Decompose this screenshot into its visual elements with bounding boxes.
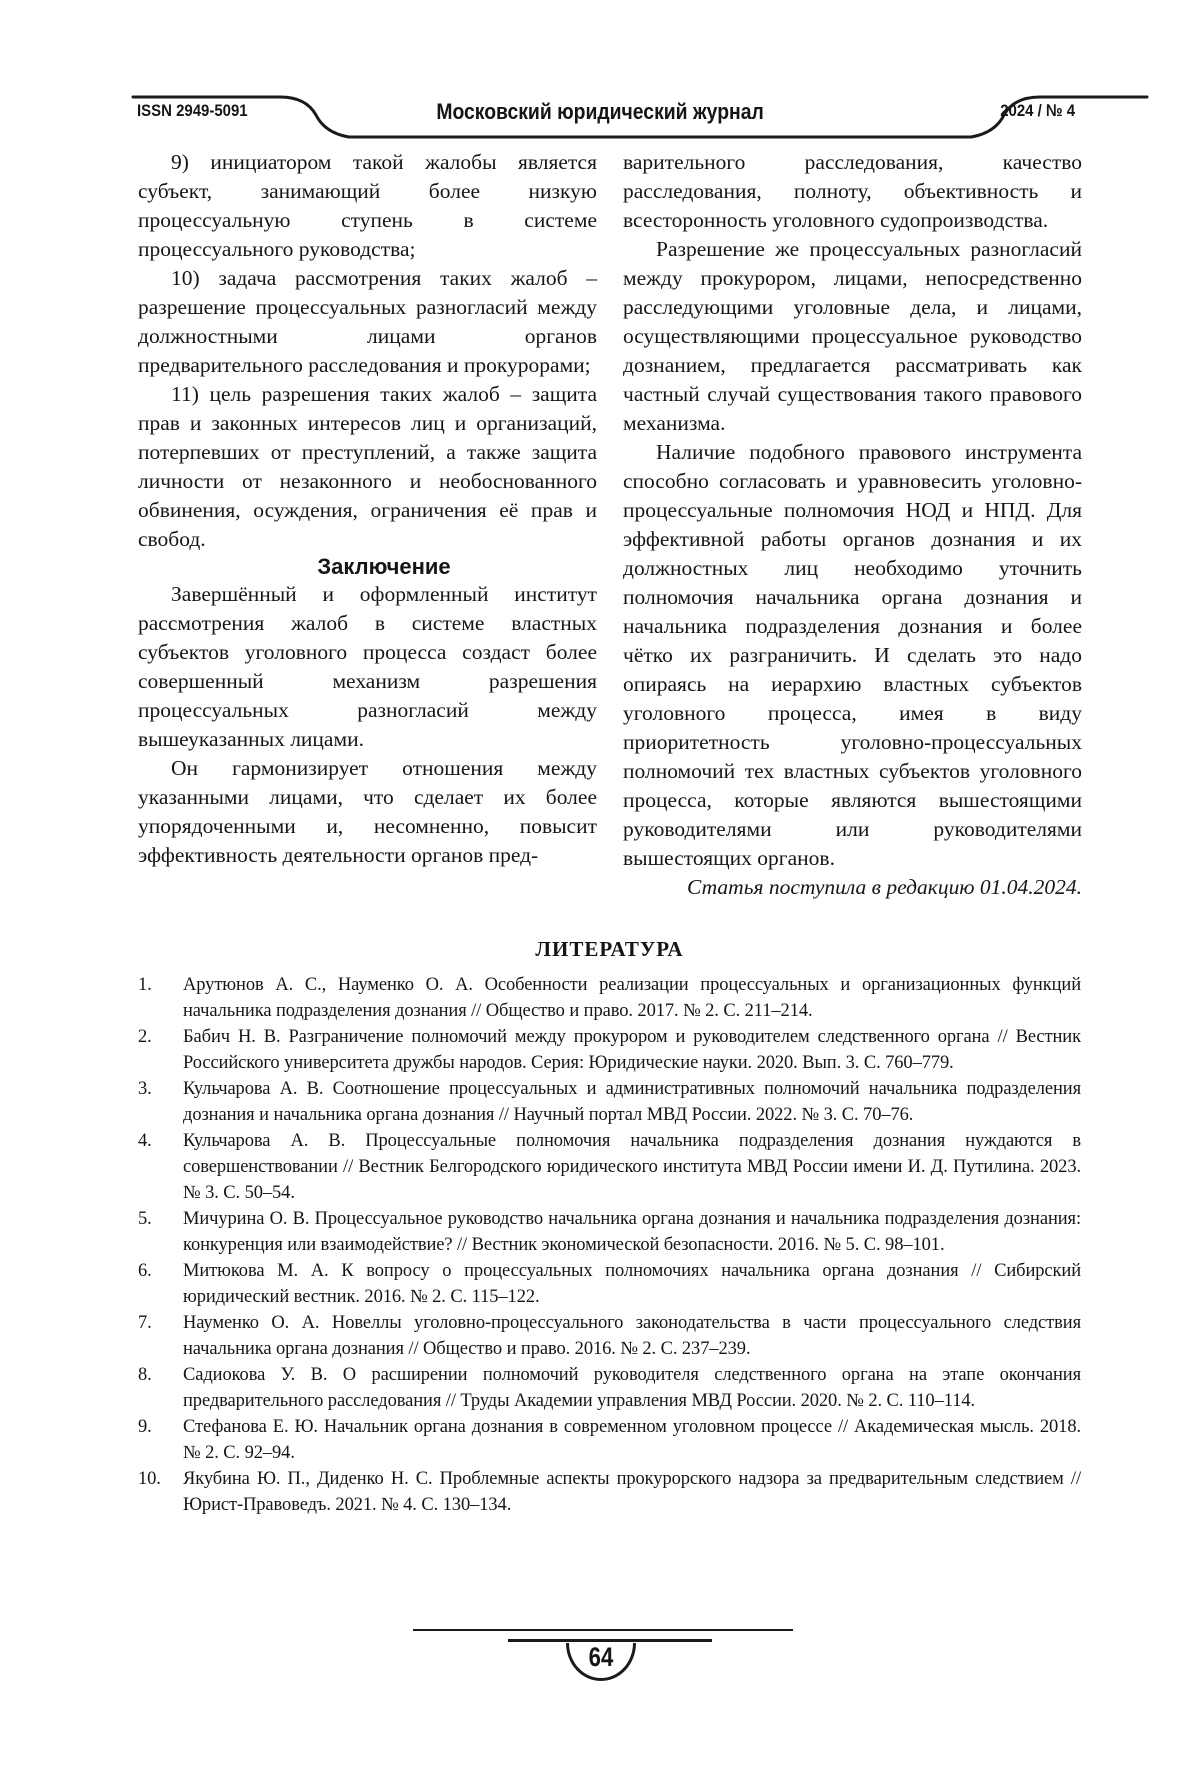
- reference-number: 9.: [138, 1417, 152, 1437]
- reference-text: Мичурина О. В. Процессуальное руководство начальника органа дознания и начальника подразделения дознания: конкуренция или взаимодействие? // Вестник экономической безопасности. 2016. № 5. С. 98–101.: [183, 1209, 1081, 1255]
- reference-text: Кульчарова А. В. Соотношение процессуальных и административных полномочий начальника подразделения дознания и начальника органа дознания // Научный портал МВД России. 2022. № 3. С. 70–76.: [183, 1079, 1081, 1125]
- issue-label: 2024 / № 4: [1000, 101, 1075, 120]
- reference-list: [138, 972, 1081, 1518]
- reference-number: 4.: [138, 1131, 152, 1151]
- reference-text: Садиокова У. В. О расширении полномочий руководителя следственного органа на этапе окончания предварительного расследования // Труды Академии управления МВД России. 2020. № 2. С. 110–114.: [183, 1365, 1081, 1411]
- paragraph: 11) цель разрешения таких жалоб – защита прав и законных интересов лиц и организаций, потерпевших от преступлений, а также защита личности от незаконного и необоснованного обвинения, осуждения, ограничения её прав и свобод.: [138, 382, 597, 551]
- literature-heading: ЛИТЕРАТУРА: [535, 937, 684, 961]
- literature-section: [138, 936, 1081, 1518]
- reference-item: [138, 1414, 1081, 1466]
- reference-number: 6.: [138, 1261, 152, 1281]
- reference-text: Бабич Н. В. Разграничение полномочий между прокурором и руководителем следственного органа // Вестник Российского университета дружбы народов. Серия: Юридические науки. 2020. Вып. 3. С. 760–779.: [183, 1027, 1081, 1073]
- received-note: Статья поступила в редакцию 01.04.2024.: [686, 875, 1082, 899]
- reference-text: Якубина Ю. П., Диденко Н. С. Проблемные аспекты прокурорского надзора за предварительным следствием // Юрист-Правоведъ. 2021. № 4. С. 130–134.: [183, 1469, 1081, 1515]
- reference-item: [138, 1128, 1081, 1206]
- footer-rule-top: [413, 1629, 793, 1631]
- conclusion-heading: Заключение: [317, 554, 451, 579]
- reference-item: [138, 1258, 1081, 1310]
- reference-number: 7.: [138, 1313, 152, 1333]
- reference-text: Стефанова Е. Ю. Начальник органа дознания в современном уголовном процессе // Академическая мысль. 2018. № 2. С. 92–94.: [183, 1417, 1081, 1463]
- paragraph: Разрешение же процессуальных разногласий между прокурором, лицами, непосредственно расследующими уголовные дела, и лицами, осуществляющими процессуальное руководство дознанием, предлагается рассматривать как частный случай существования такого правового механизма.: [623, 237, 1082, 435]
- issn-label: ISSN 2949-5091: [137, 101, 248, 120]
- reference-number: 10.: [138, 1469, 161, 1489]
- reference-item: [138, 1206, 1081, 1258]
- reference-text: Кульчарова А. В. Процессуальные полномочия начальника подразделения дознания нуждаются в совершенствовании // Вестник Белгородского юридического института МВД России имени И. Д. Путилина. 2023. № 3. С. 50–54.: [183, 1131, 1081, 1203]
- reference-item: [138, 1362, 1081, 1414]
- reference-item: [138, 1466, 1081, 1518]
- article-left-column: [138, 148, 597, 870]
- reference-number: 3.: [138, 1079, 152, 1099]
- reference-item: [138, 1024, 1081, 1076]
- paragraph: 9) инициатором такой жалобы является субъект, занимающий более низкую процессуальную ступень в системе процессуального руководства;: [138, 150, 597, 261]
- reference-number: 1.: [138, 975, 152, 995]
- article-right-column: [623, 148, 1082, 902]
- reference-number: 5.: [138, 1209, 152, 1229]
- paragraph: Он гармонизирует отношения между указанными лицами, что сделает их более упорядоченными и, несомненно, повысит эффективность деятельности органов пред-: [138, 756, 597, 867]
- reference-text: Митюкова М. А. К вопросу о процессуальных полномочиях начальника органа дознания // Сибирский юридический вестник. 2016. № 2. С. 115–122.: [183, 1261, 1081, 1307]
- paragraph: Наличие подобного правового инструмента способно согласовать и уравновесить уголовно-процессуальные полномочия НОД и НПД. Для эффективной работы органов дознания и их должностных лиц необходимо уточнить полномочия начальника органа дознания и начальника подразделения дознания и более чётко их разграничить. И сделать это надо опираясь на иерархию властных субъектов уголовного процесса, имея в виду приоритетность уголовно-процессуальных полномочий тех властных субъектов уголовного процесса, которые являются вышестоящими руководителями или руководителями вышестоящих органов.: [623, 440, 1082, 870]
- reference-number: 2.: [138, 1027, 152, 1047]
- reference-item: [138, 1310, 1081, 1362]
- reference-number: 8.: [138, 1365, 152, 1385]
- reference-item: [138, 972, 1081, 1024]
- reference-text: Науменко О. А. Новеллы уголовно-процессуального законодательства в части процессуального следствия начальника органа дознания // Общество и право. 2016. № 2. С. 237–239.: [183, 1313, 1081, 1359]
- page-number: 64: [588, 1642, 614, 1672]
- paragraph: Завершённый и оформленный институт рассмотрения жалоб в системе властных субъектов уголовного процесса создаст более совершенный механизм разрешения процессуальных разногласий между вышеуказанных лицами.: [138, 582, 597, 751]
- reference-text: Арутюнов А. С., Науменко О. А. Особенности реализации процессуальных и организационных функций начальника подразделения дознания // Общество и право. 2017. № 2. С. 211–214.: [183, 975, 1081, 1021]
- journal-title: Московский юридический журнал: [436, 99, 764, 124]
- paragraph: варительного расследования, качество расследования, полноту, объективность и всесторонность уголовного судопроизводства.: [623, 150, 1082, 232]
- reference-item: [138, 1076, 1081, 1128]
- paragraph: 10) задача рассмотрения таких жалоб – разрешение процессуальных разногласий между должностными лицами органов предварительного расследования и прокурорами;: [138, 266, 597, 377]
